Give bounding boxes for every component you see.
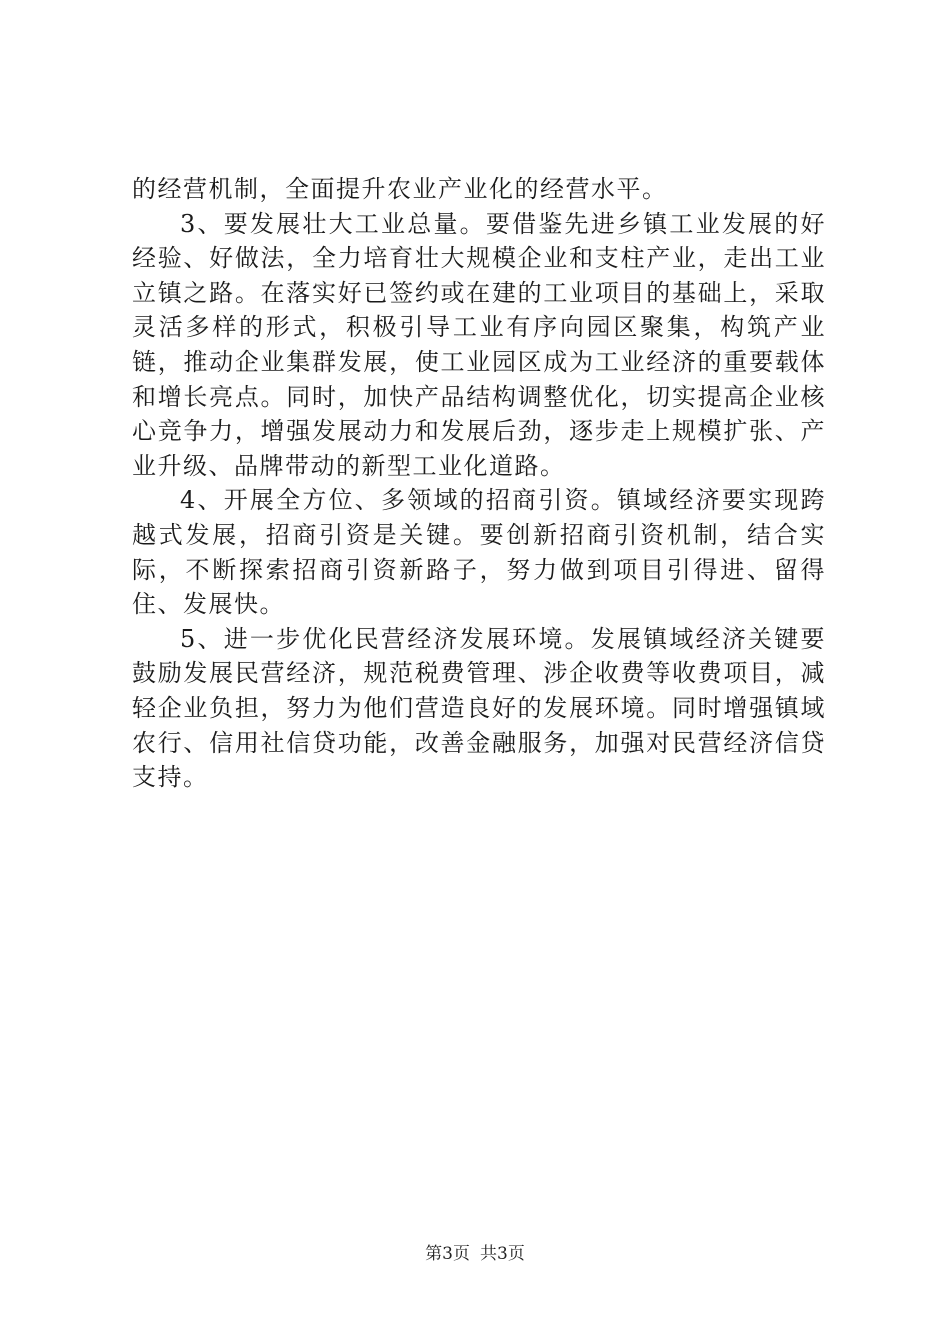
page-footer bbox=[0, 1242, 950, 1266]
paragraph-item-5: 5、进一步优化民营经济发展环境。发展镇域经济关键要鼓励发展民营经济，规范税费管理、涉企收费等收费项目，减轻企业负担，努力为他们营造良好的发展环境。同时增强镇域农行、信用社信贷功能，改善金融服务，加强对民营经济信贷支持。 bbox=[132, 624, 826, 792]
paragraph-continuation: 的经营机制，全面提升农业产业化的经营水平。 bbox=[132, 175, 668, 203]
paragraph-item-4: 4、开展全方位、多领域的招商引资。镇域经济要实现跨越式发展，招商引资是关键。要创新招商引资机制，结合实际，不断探索招商引资新路子，努力做到项目引得进、留得住、发展快。 bbox=[132, 486, 826, 619]
page-total: 共3页 bbox=[480, 1244, 525, 1264]
paragraph-item-3: 3、要发展壮大工业总量。要借鉴先进乡镇工业发展的好经验、好做法，全力培育壮大规模企业和支柱产业，走出工业立镇之路。在落实好已签约或在建的工业项目的基础上，采取灵活多样的形式，积极引导工业有序向园区聚集，构筑产业链，推动企业集群发展，使工业园区成为工业经济的重要载体和增长亮点。同时，加快产品结构调整优化，切实提高企业核心竞争力，增强发展动力和发展后劲，逐步走上规模扩张、产业升级、品牌带动的新型工业化道路。 bbox=[132, 209, 826, 480]
document-body bbox=[132, 172, 826, 795]
page-number: 第3页 bbox=[425, 1244, 470, 1264]
